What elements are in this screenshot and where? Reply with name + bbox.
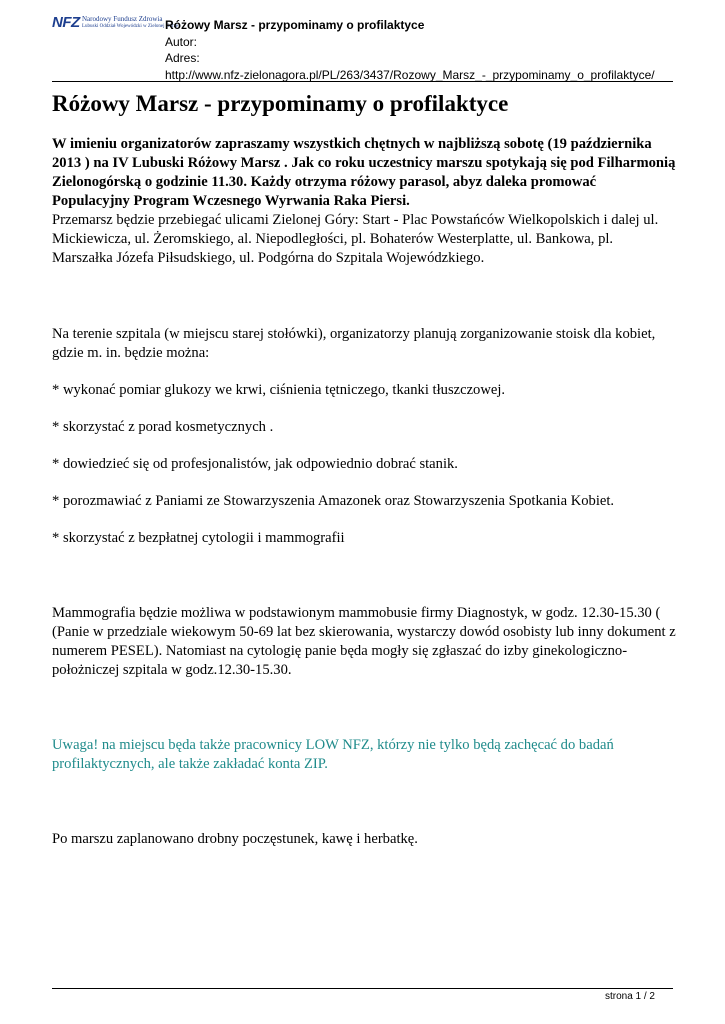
list-item: * porozmawiać z Paniami ze Stowarzyszenia Amazonek oraz Stowarzyszenia Spotkania Kobiet.: [52, 493, 615, 509]
closing-paragraph: Po marszu zaplanowano drobny poczęstunek, kawę i herbatkę.: [52, 831, 418, 847]
header-meta: [165, 17, 655, 83]
page-header: [52, 12, 672, 80]
header-address: Adres:: [165, 51, 200, 65]
article-title: Różowy Marsz - przypominamy o profilaktyce: [52, 91, 509, 116]
header-url[interactable]: http://www.nfz-zielonagora.pl/PL/263/3437/Rozowy_Marsz_-_przypominamy_o_profilaktyce/: [165, 67, 655, 82]
hospital-paragraph: Na terenie szpitala (w miejscu starej stołówki), organizatorzy planują zorganizowanie stoisk dla kobiet, gdzie m. in. będzie można:: [52, 326, 656, 361]
header-divider: [52, 81, 673, 82]
mammography-paragraph: Mammografia będzie możliwa w podstawionym mammobusie firmy Diagnostyk, w godz. 12.30-15.30 ( (Panie w przedziale wiekowym 50-69 lat bez skierowania, wystarczy dowód osobisty lub inny dokument z numerem PESEL). Natomiast na cytologię panie będa mogły się zgłaszać do izby ginekologiczno-położniczej szpitala w godz.12.30-15.30.: [52, 605, 676, 678]
route-paragraph: Przemarsz będzie przebiegać ulicami Zielonej Góry: Start - Plac Powstańców Wielkopolskich i dalej ul. Mickiewicza, ul. Żeromskiego, al. Niepodległości, pl. Bohaterów Westerplatte, ul. Bankowa, pl. Marszałka Józefa Piłsudskiego, ul. Podgórna do Szpitala Wojewódzkiego.: [52, 212, 659, 266]
list-item: * wykonać pomiar glukozy we krwi, ciśnienia tętniczego, tkanki tłuszczowej.: [52, 382, 506, 398]
logo-org-branch: Lubuski Oddział Wojewódzki w Zielonej Górze: [82, 24, 179, 29]
footer-divider: [52, 988, 673, 989]
logo-letters: NFZ: [52, 14, 80, 31]
intro-paragraph: W imieniu organizatorów zapraszamy wszystkich chętnych w najbliższą sobotę (19 października 2013 ) na IV Lubuski Różowy Marsz . Jak co roku uczestnicy marszu spotykają się pod Filharmonią Zielonogórską o godzinie 11.30. Każdy otrzyma różowy parasol, abyz daleka promować Populacyjny Program Wczesnego Wyrwania Raka Piersi.: [52, 136, 676, 209]
header-author: Autor:: [165, 34, 198, 49]
nfz-logo: [52, 14, 179, 36]
list-item: * skorzystać z bezpłatnej cytologii i mammografii: [52, 530, 345, 546]
notice-paragraph: Uwaga! na miejscu będa także pracownicy LOW NFZ, którzy nie tylko będą zachęcać do badań profilaktycznych, ale także zakładać konta ZIP.: [52, 737, 614, 772]
list-item: * dowiedzieć się od profesjonalistów, jak odpowiednio dobrać stanik.: [52, 456, 458, 472]
header-title: Różowy Marsz - przypominamy o profilaktyce: [165, 18, 425, 32]
page-number: strona 1 / 2: [604, 991, 655, 1002]
article-body: [52, 135, 677, 849]
logo-org-name: Narodowy Fundusz Zdrowia: [82, 15, 163, 23]
list-item: * skorzystać z porad kosmetycznych .: [52, 419, 274, 435]
